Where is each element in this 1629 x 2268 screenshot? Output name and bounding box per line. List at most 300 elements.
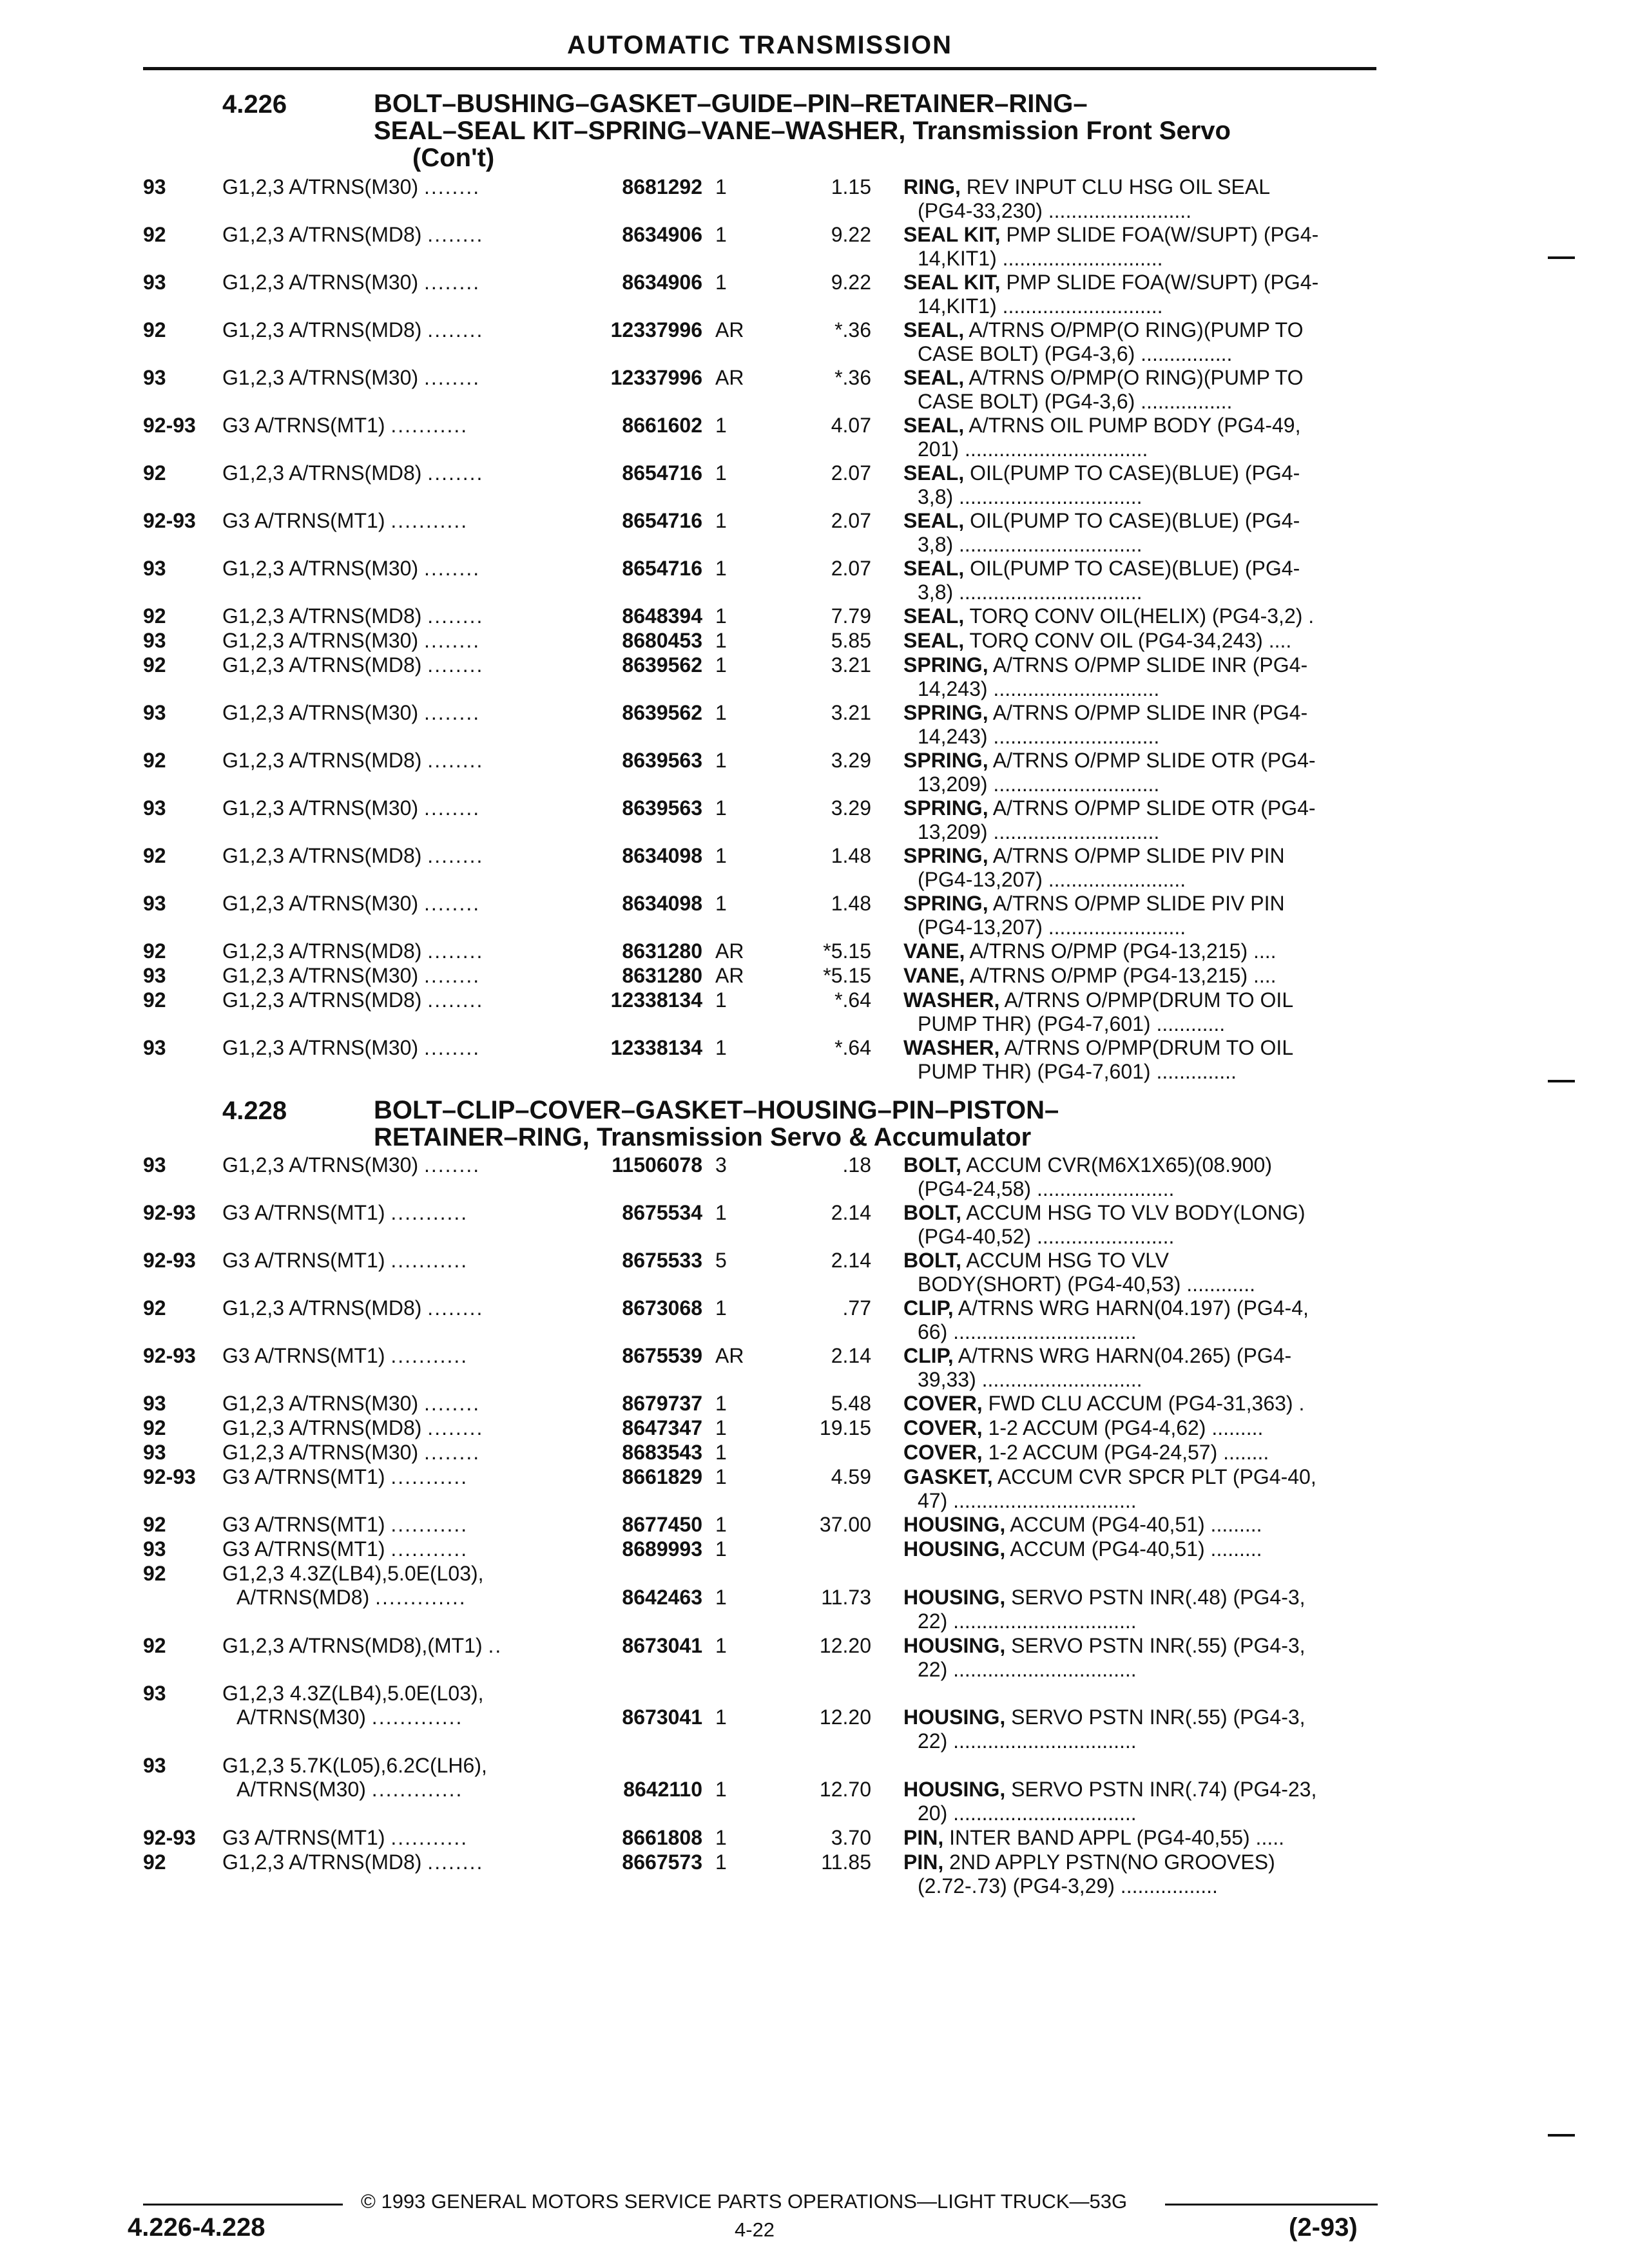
description-line: 47) ................................: [918, 1489, 1137, 1512]
quantity: 1: [715, 1706, 727, 1729]
description-text: OIL(PUMP TO CASE)(BLUE) (PG4-: [964, 557, 1300, 580]
price: 2.07: [831, 509, 871, 532]
part-number: 8639563: [622, 796, 702, 820]
description: [903, 1634, 1380, 1682]
part-number: 8673068: [622, 1296, 702, 1320]
application-text: G1,2,3 A/TRNS(MD8): [222, 844, 422, 867]
model-year: 92: [143, 318, 166, 341]
application-line: [222, 1706, 570, 1729]
description: [903, 1344, 1380, 1392]
application: [222, 796, 570, 820]
model-year: 92-93: [143, 414, 196, 437]
application: [222, 557, 570, 581]
model-year: 93: [143, 1036, 166, 1059]
description-line: 66) ................................: [918, 1320, 1137, 1343]
price: 12.20: [819, 1706, 871, 1729]
description-text: FWD CLU ACCUM (PG4-31,363) .: [982, 1392, 1305, 1415]
part-number: 8661808: [622, 1826, 702, 1849]
model-year: 93: [143, 1392, 166, 1415]
application-text: G3 A/TRNS(MT1): [222, 1344, 385, 1367]
application-text: G3 A/TRNS(MT1): [222, 414, 385, 437]
description-noun: SEAL KIT,: [903, 271, 1001, 294]
application-text: A/TRNS(M30): [236, 1706, 366, 1729]
part-number: 8642463: [622, 1586, 702, 1609]
description: [903, 1778, 1380, 1825]
dot-leader: ...........: [390, 1344, 468, 1367]
model-year: 92-93: [143, 1201, 196, 1224]
description: [903, 1416, 1380, 1440]
description: [903, 1850, 1380, 1898]
price: 11.73: [821, 1586, 871, 1609]
application: [222, 1392, 570, 1416]
part-number: 8631280: [622, 964, 702, 987]
quantity: 1: [715, 653, 727, 677]
description: [903, 1036, 1380, 1084]
quantity: 1: [715, 1416, 727, 1439]
part-number: 8634098: [622, 844, 702, 867]
model-year: 92: [143, 988, 166, 1012]
description-noun: CLIP,: [903, 1296, 954, 1320]
part-number: 8639563: [622, 749, 702, 772]
description-line: [903, 414, 1380, 437]
application-text: G1,2,3 A/TRNS(M30): [222, 271, 419, 294]
application: [222, 271, 570, 294]
description-line: 39,33) ............................: [918, 1368, 1142, 1391]
dot-leader: ........: [427, 318, 484, 341]
description-line: [903, 271, 1380, 294]
header-rule: [143, 67, 1376, 70]
description-line: [903, 1537, 1380, 1561]
description-line: 3,8) ................................: [918, 533, 1142, 556]
dot-leader: ........: [427, 1850, 484, 1874]
dot-leader: .............: [371, 1706, 463, 1729]
quantity: 1: [715, 461, 727, 485]
model-year: 92-93: [143, 509, 196, 532]
description: [903, 1513, 1380, 1537]
description-line: CASE BOLT) (PG4-3,6) ................: [918, 342, 1233, 365]
price: 7.79: [831, 604, 871, 628]
footer-page-number: 4-22: [735, 2218, 775, 2241]
application-text: G3 A/TRNS(MT1): [222, 1537, 385, 1561]
part-number: 12337996: [610, 318, 702, 341]
description-line: [903, 1296, 1380, 1320]
dot-leader: ........: [423, 1392, 481, 1415]
application: [222, 1850, 570, 1874]
application: [222, 844, 570, 868]
description: [903, 749, 1380, 796]
description: [903, 366, 1380, 414]
description-line: [903, 1416, 1380, 1440]
description-line: 13,209) .............................: [918, 773, 1160, 796]
description-line: 22) ................................: [918, 1658, 1137, 1681]
quantity: 1: [715, 1036, 727, 1059]
application-line: [222, 1586, 570, 1610]
dot-leader: ........: [427, 844, 484, 867]
description-text: A/TRNS O/PMP (PG4-13,215) ....: [965, 939, 1277, 963]
description-text: ACCUM CVR SPCR PLT (PG4-40,: [992, 1465, 1316, 1488]
dot-leader: ........: [423, 557, 481, 580]
description-noun: HOUSING,: [903, 1537, 1006, 1561]
description: [903, 796, 1380, 844]
description-line: [903, 1778, 1380, 1802]
part-number: 8639562: [622, 653, 702, 677]
quantity: 5: [715, 1249, 727, 1272]
description-text: REV INPUT CLU HSG OIL SEAL: [960, 175, 1271, 198]
model-year: 92: [143, 1634, 166, 1657]
application: [222, 1562, 570, 1610]
quantity: 1: [715, 701, 727, 724]
description: [903, 629, 1380, 653]
model-year: 93: [143, 964, 166, 987]
application: [222, 1634, 570, 1658]
application: [222, 1441, 570, 1465]
part-number: 8683543: [622, 1441, 702, 1464]
description-line: (PG4-33,230) .........................: [918, 199, 1192, 222]
model-year: 93: [143, 629, 166, 652]
part-number: 8677450: [622, 1513, 702, 1536]
model-year: 92: [143, 844, 166, 867]
part-number: 8675534: [622, 1201, 702, 1224]
description-line: [903, 604, 1380, 628]
dot-leader: ...........: [390, 1537, 468, 1561]
description-line: [903, 796, 1380, 820]
description-line: 14,243) .............................: [918, 677, 1160, 700]
description-noun: CLIP,: [903, 1344, 954, 1367]
description: [903, 1586, 1380, 1633]
description: [903, 604, 1380, 628]
part-number: 12337996: [610, 366, 702, 389]
description: [903, 461, 1380, 509]
application: [222, 749, 570, 773]
part-number: 8647347: [622, 1416, 702, 1439]
description-text: SERVO PSTN INR(.55) (PG4-3,: [1005, 1706, 1306, 1729]
dot-leader: ..: [488, 1634, 503, 1657]
dot-leader: ........: [427, 749, 484, 772]
description-line: 20) ................................: [918, 1802, 1137, 1825]
description-line: [903, 988, 1380, 1012]
description-text: A/TRNS WRG HARN(04.265) (PG4-: [953, 1344, 1292, 1367]
quantity: 1: [715, 988, 727, 1012]
section-title-line: BOLT–CLIP–COVER–GASKET–HOUSING–PIN–PISTON–: [374, 1096, 1059, 1124]
application-text: G1,2,3 A/TRNS(M30): [222, 892, 419, 915]
model-year: 92-93: [143, 1465, 196, 1488]
price: 4.07: [831, 414, 871, 437]
dot-leader: ........: [423, 175, 481, 198]
price: *.64: [834, 1036, 871, 1059]
description: [903, 1153, 1380, 1201]
part-number: 12338134: [610, 988, 702, 1012]
model-year: 93: [143, 366, 166, 389]
quantity: AR: [715, 1344, 744, 1367]
price: 3.29: [831, 749, 871, 772]
quantity: 1: [715, 1826, 727, 1849]
description-noun: GASKET,: [903, 1465, 993, 1488]
price: 11.85: [821, 1850, 871, 1874]
price: *.36: [834, 318, 871, 341]
description: [903, 414, 1380, 461]
model-year: 93: [143, 796, 166, 820]
description-line: [903, 1706, 1380, 1729]
description-line: (2.72-.73) (PG4-3,29) .................: [918, 1874, 1218, 1898]
description-line: [903, 844, 1380, 868]
description-line: [903, 1201, 1380, 1225]
description-noun: SEAL KIT,: [903, 223, 1001, 246]
description-text: A/TRNS O/PMP SLIDE INR (PG4-: [988, 701, 1308, 724]
application: [222, 1036, 570, 1060]
application-text: G1,2,3 A/TRNS(M30): [222, 964, 419, 987]
description-noun: COVER,: [903, 1441, 983, 1464]
application-line: G1,2,3 5.7K(L05),6.2C(LH6),: [222, 1754, 487, 1777]
part-number: 12338134: [610, 1036, 702, 1059]
description: [903, 318, 1380, 366]
part-number: 8675533: [622, 1249, 702, 1272]
application-text: G1,2,3 A/TRNS(MD8): [222, 1416, 422, 1439]
dot-leader: ........: [423, 964, 481, 987]
description-text: ACCUM HSG TO VLV BODY(LONG): [961, 1201, 1306, 1224]
description-line: [903, 1850, 1380, 1874]
quantity: 1: [715, 1513, 727, 1536]
application-text: G3 A/TRNS(MT1): [222, 1249, 385, 1272]
model-year: 93: [143, 892, 166, 915]
part-number: 8654716: [622, 509, 702, 532]
section-title-line: (Con't): [412, 144, 495, 172]
application: [222, 175, 570, 199]
dot-leader: .............: [375, 1586, 467, 1609]
description: [903, 653, 1380, 701]
model-year: 93: [143, 1441, 166, 1464]
model-year: 92-93: [143, 1344, 196, 1367]
application-text: G3 A/TRNS(MT1): [222, 509, 385, 532]
description-line: [903, 653, 1380, 677]
price: 9.22: [831, 271, 871, 294]
quantity: AR: [715, 366, 744, 389]
quantity: 1: [715, 749, 727, 772]
dot-leader: ........: [423, 892, 481, 915]
part-number: 8634906: [622, 271, 702, 294]
description-line: [903, 1392, 1380, 1416]
dot-leader: ...........: [390, 1826, 468, 1849]
application: [222, 461, 570, 485]
description: [903, 1826, 1380, 1850]
description-text: A/TRNS O/PMP (PG4-13,215) ....: [965, 964, 1277, 987]
quantity: AR: [715, 939, 744, 963]
application: [222, 223, 570, 247]
description-line: [903, 1153, 1380, 1177]
application: [222, 509, 570, 533]
description: [903, 1392, 1380, 1416]
quantity: 1: [715, 892, 727, 915]
footer-rule-right: [1165, 2204, 1378, 2206]
description-line: [903, 1344, 1380, 1368]
description-text: A/TRNS O/PMP(O RING)(PUMP TO: [964, 366, 1304, 389]
description-line: [903, 509, 1380, 533]
description-text: 1-2 ACCUM (PG4-24,57) ........: [982, 1441, 1269, 1464]
part-number: 8648394: [622, 604, 702, 628]
description-line: (PG4-24,58) ........................: [918, 1177, 1175, 1200]
description-noun: SEAL,: [903, 366, 965, 389]
section-title: [374, 1097, 1379, 1151]
quantity: 1: [715, 1296, 727, 1320]
description-text: A/TRNS O/PMP SLIDE OTR (PG4-: [988, 796, 1316, 820]
description-line: [903, 964, 1380, 988]
description-text: A/TRNS WRG HARN(04.197) (PG4-4,: [953, 1296, 1309, 1320]
description-text: OIL(PUMP TO CASE)(BLUE) (PG4-: [964, 461, 1300, 485]
part-number: 8679737: [622, 1392, 702, 1415]
description-text: INTER BAND APPL (PG4-40,55) .....: [943, 1826, 1284, 1849]
model-year: 93: [143, 1682, 166, 1705]
description-text: ACCUM (PG4-40,51) .........: [1005, 1513, 1262, 1536]
description-noun: BOLT,: [903, 1201, 962, 1224]
footer-copyright: © 1993 GENERAL MOTORS SERVICE PARTS OPERATIONS—LIGHT TRUCK—53G: [361, 2190, 1128, 2213]
quantity: 1: [715, 175, 727, 198]
price: 9.22: [831, 223, 871, 246]
description-line: [903, 1826, 1380, 1850]
description: [903, 939, 1380, 963]
description-line: [903, 461, 1380, 485]
description: [903, 1441, 1380, 1465]
dot-leader: ...........: [390, 1249, 468, 1272]
price: 3.29: [831, 796, 871, 820]
application-text: G3 A/TRNS(MT1): [222, 1201, 385, 1224]
price: 5.48: [831, 1392, 871, 1415]
price: 4.59: [831, 1465, 871, 1488]
description-text: A/TRNS O/PMP SLIDE PIV PIN: [988, 892, 1285, 915]
description: [903, 1706, 1380, 1753]
dot-leader: ........: [427, 223, 484, 246]
quantity: 1: [715, 223, 727, 246]
price: *5.15: [823, 964, 871, 987]
description-noun: COVER,: [903, 1392, 983, 1415]
description-noun: PIN,: [903, 1850, 944, 1874]
application: [222, 1416, 570, 1440]
dot-leader: ........: [423, 1036, 481, 1059]
application: [222, 1249, 570, 1273]
price: 3.70: [831, 1826, 871, 1849]
application: [222, 1754, 570, 1802]
application-text: G1,2,3 A/TRNS(MD8): [222, 461, 422, 485]
model-year: 92: [143, 1416, 166, 1439]
dot-leader: ...........: [390, 1465, 468, 1488]
application-text: G1,2,3 A/TRNS(MD8),(MT1): [222, 1634, 483, 1657]
description-noun: SEAL,: [903, 557, 965, 580]
part-number: 8642110: [623, 1778, 702, 1801]
description-text: A/TRNS O/PMP SLIDE INR (PG4-: [988, 653, 1308, 677]
description-noun: SPRING,: [903, 653, 988, 677]
description-noun: WASHER,: [903, 1036, 1000, 1059]
model-year: 92: [143, 939, 166, 963]
description-text: A/TRNS O/PMP(DRUM TO OIL: [999, 1036, 1294, 1059]
application: [222, 366, 570, 390]
description-line: [903, 1634, 1380, 1658]
description-noun: PIN,: [903, 1826, 944, 1849]
dot-leader: ........: [427, 653, 484, 677]
part-number: 8667573: [622, 1850, 702, 1874]
dot-leader: ........: [427, 939, 484, 963]
part-number: 8661602: [622, 414, 702, 437]
description-line: 3,8) ................................: [918, 581, 1142, 604]
application: [222, 1153, 570, 1177]
description-noun: SEAL,: [903, 629, 965, 652]
application-text: G1,2,3 A/TRNS(MD8): [222, 653, 422, 677]
description-line: [903, 892, 1380, 916]
model-year: 92-93: [143, 1826, 196, 1849]
description-line: [903, 223, 1380, 247]
description-line: (PG4-13,207) ........................: [918, 916, 1186, 939]
description: [903, 271, 1380, 318]
quantity: 1: [715, 1537, 727, 1561]
application-text: G1,2,3 A/TRNS(M30): [222, 557, 419, 580]
footer-section-range: 4.226-4.228: [128, 2213, 265, 2242]
description: [903, 701, 1380, 749]
application: [222, 1296, 570, 1320]
description-noun: HOUSING,: [903, 1513, 1006, 1536]
description-text: A/TRNS O/PMP SLIDE PIV PIN: [988, 844, 1285, 867]
dot-leader: ........: [423, 701, 481, 724]
quantity: 1: [715, 1850, 727, 1874]
application-text: A/TRNS(M30): [236, 1778, 366, 1801]
part-number: 8689993: [622, 1537, 702, 1561]
description-line: [903, 175, 1380, 199]
model-year: 93: [143, 557, 166, 580]
application: [222, 988, 570, 1012]
dot-leader: ...........: [390, 414, 468, 437]
model-year: 93: [143, 1537, 166, 1561]
quantity: 1: [715, 1778, 727, 1801]
description-line: [903, 1249, 1380, 1273]
model-year: 92: [143, 1296, 166, 1320]
dot-leader: ...........: [390, 1201, 468, 1224]
description-line: CASE BOLT) (PG4-3,6) ................: [918, 390, 1233, 413]
description-text: ACCUM (PG4-40,51) .........: [1005, 1537, 1262, 1561]
description-text: SERVO PSTN INR(.48) (PG4-3,: [1005, 1586, 1306, 1609]
model-year: 92: [143, 1562, 166, 1585]
description-line: PUMP THR) (PG4-7,601) ..............: [918, 1060, 1237, 1083]
part-number: 8673041: [622, 1634, 702, 1657]
application-line: G1,2,3 4.3Z(LB4),5.0E(L03),: [222, 1562, 484, 1585]
application-text: G1,2,3 A/TRNS(M30): [222, 1392, 419, 1415]
description-line: (PG4-13,207) ........................: [918, 868, 1186, 891]
description-line: [903, 939, 1380, 963]
dot-leader: ........: [427, 1296, 484, 1320]
description-line: 201) ................................: [918, 437, 1148, 461]
price: 3.21: [831, 653, 871, 677]
description: [903, 557, 1380, 604]
description-noun: SPRING,: [903, 892, 988, 915]
application-text: G1,2,3 A/TRNS(M30): [222, 701, 419, 724]
application: [222, 629, 570, 653]
description-line: [903, 1036, 1380, 1060]
part-number: 8631280: [622, 939, 702, 963]
description-noun: VANE,: [903, 939, 965, 963]
description-text: A/TRNS O/PMP(O RING)(PUMP TO: [964, 318, 1304, 341]
dot-leader: ...........: [390, 509, 468, 532]
part-number: 8680453: [622, 629, 702, 652]
model-year: 92: [143, 461, 166, 485]
application: [222, 604, 570, 628]
application-text: G1,2,3 A/TRNS(M30): [222, 1441, 419, 1464]
description-noun: SEAL,: [903, 318, 965, 341]
description-noun: WASHER,: [903, 988, 1000, 1012]
description-line: [903, 749, 1380, 773]
application-text: G1,2,3 A/TRNS(MD8): [222, 223, 422, 246]
application-text: G1,2,3 A/TRNS(MD8): [222, 318, 422, 341]
quantity: 1: [715, 1441, 727, 1464]
model-year: 92: [143, 749, 166, 772]
quantity: 1: [715, 629, 727, 652]
description: [903, 1465, 1380, 1513]
description-text: ACCUM CVR(M6X1X65)(08.900): [961, 1153, 1272, 1177]
application-text: G1,2,3 A/TRNS(M30): [222, 175, 419, 198]
